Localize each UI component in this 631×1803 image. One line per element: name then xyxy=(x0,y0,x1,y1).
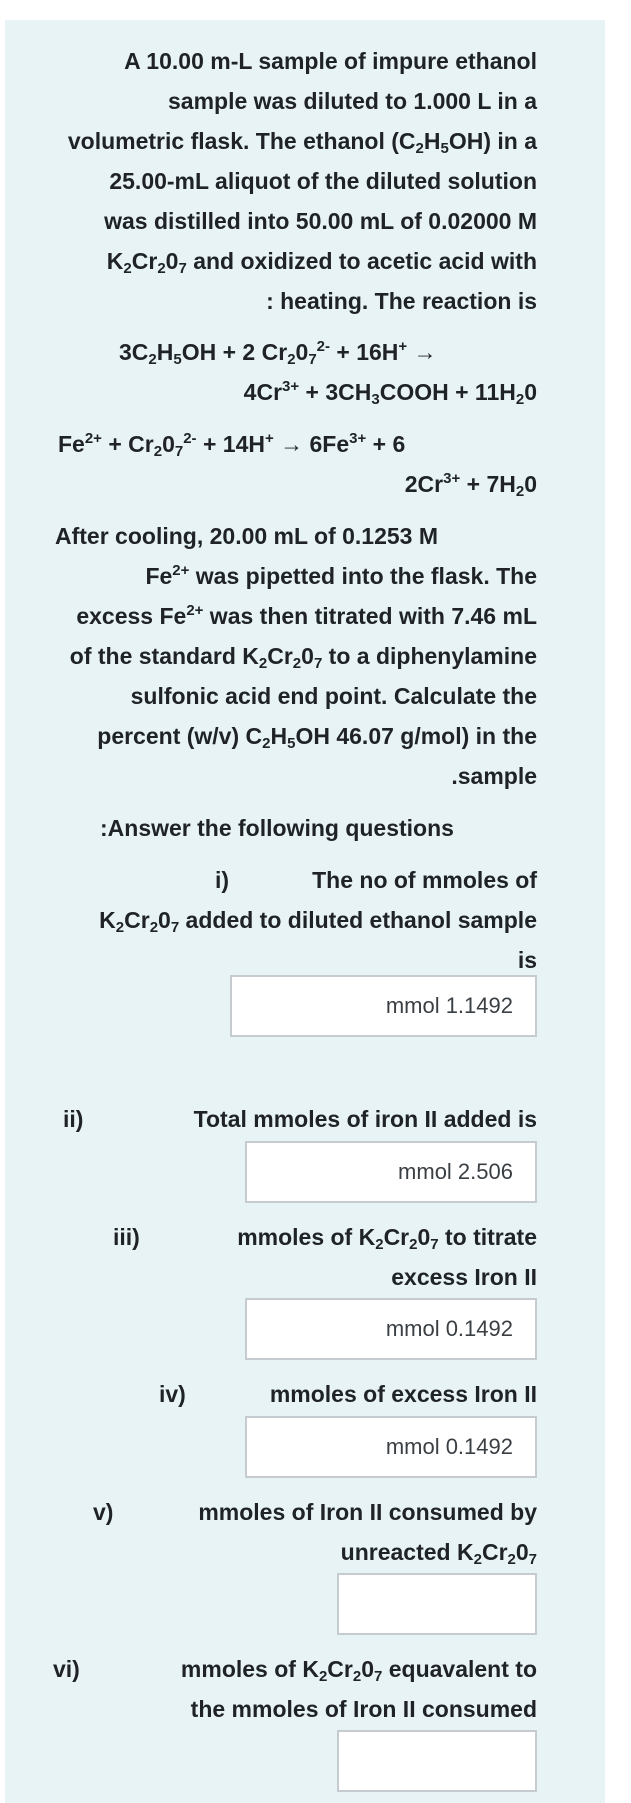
problem-line-7: : heating. The reaction is xyxy=(266,288,537,314)
q1-line-3: is xyxy=(517,947,537,973)
q4-answer-field[interactable]: mmol 0.1492 xyxy=(245,1416,537,1478)
q6-answer-field[interactable] xyxy=(337,1730,537,1792)
q2-answer-field[interactable]: mmol 2.506 xyxy=(245,1141,537,1203)
problem-line-4: 25.00-mL aliquot of the diluted solution xyxy=(109,168,537,194)
after-line-5: sulfonic acid end point. Calculate the xyxy=(130,683,537,709)
question-card xyxy=(5,20,605,1803)
equation-2-continued: $2Cr^{3+} + 7H_20$ xyxy=(404,470,537,500)
q2-number: ii) xyxy=(63,1106,84,1132)
q5-line-1: mmoles of Iron II consumed by xyxy=(198,1499,537,1525)
equation-1: $3C_2H_5OH + 2$ $Cr_20_7^{2-} + 16H^+$ → xyxy=(119,338,437,368)
q4-label: mmoles of excess Iron II xyxy=(269,1381,537,1407)
after-line-4: of the standard $K_2Cr_20_7$ to a diphenylamine xyxy=(69,643,537,672)
q3-answer-field[interactable]: mmol 0.1492 xyxy=(245,1298,537,1360)
after-line-1: After cooling, 20.00 mL of 0.1253 M xyxy=(55,523,439,549)
q1-line-2: $K_2Cr_20_7$ added to diluted ethanol sample xyxy=(99,907,537,936)
q2-label: Total mmoles of iron II added is xyxy=(193,1106,537,1132)
q1-line-1: The no of mmoles of xyxy=(312,867,537,893)
q3-line-2: excess Iron II xyxy=(391,1264,537,1290)
q5-number: v) xyxy=(93,1499,114,1525)
q4-number: iv) xyxy=(159,1381,186,1407)
problem-line-1: A 10.00 m-L sample of impure ethanol xyxy=(124,48,537,74)
after-line-6: percent (w/v) $C_2H_5OH$ 46.07 g/mol) in the xyxy=(97,723,537,752)
equation-1-continued: $4Cr^{3+}$ + $3CH_3COOH + 11H_20$ xyxy=(243,378,537,408)
problem-line-5: was distilled into 50.00 mL of 0.02000 M xyxy=(104,208,537,234)
after-line-7: .sample xyxy=(451,763,537,789)
q1-number: i) xyxy=(215,867,230,893)
q6-line-2: the mmoles of Iron II consumed xyxy=(190,1696,537,1722)
q5-answer-field[interactable] xyxy=(337,1573,537,1635)
problem-line-6: $K_2Cr_20_7$ and oxidized to acetic acid with xyxy=(106,248,537,277)
after-line-3: excess $Fe^{2+}$ was then titrated with 7.46 mL xyxy=(76,602,537,629)
questions-header: :Answer the following questions xyxy=(100,815,454,841)
q6-number: vi) xyxy=(53,1656,80,1682)
problem-line-3: volumetric flask. The ethanol $(C_2H_5OH)$ in a xyxy=(67,128,537,157)
equation-2: $Fe^{2+} + Cr_20_7^{2-} + 14H^+ \to 6Fe^{3+} + 6$ xyxy=(58,430,406,460)
q3-line-1: mmoles of $K_2Cr_20_7$ to titrate xyxy=(237,1224,537,1253)
after-line-2: $Fe^{2+}$ was pipetted into the flask. The xyxy=(145,562,537,589)
q3-number: iii) xyxy=(113,1224,140,1250)
q1-answer-field[interactable]: mmol 1.1492 xyxy=(230,975,537,1037)
problem-line-2: sample was diluted to 1.000 L in a xyxy=(168,88,537,114)
q5-line-2: unreacted $K_2Cr_20_7$ xyxy=(340,1539,537,1568)
q6-line-1: mmoles of $K_2Cr_20_7$ equavalent to xyxy=(180,1656,537,1685)
